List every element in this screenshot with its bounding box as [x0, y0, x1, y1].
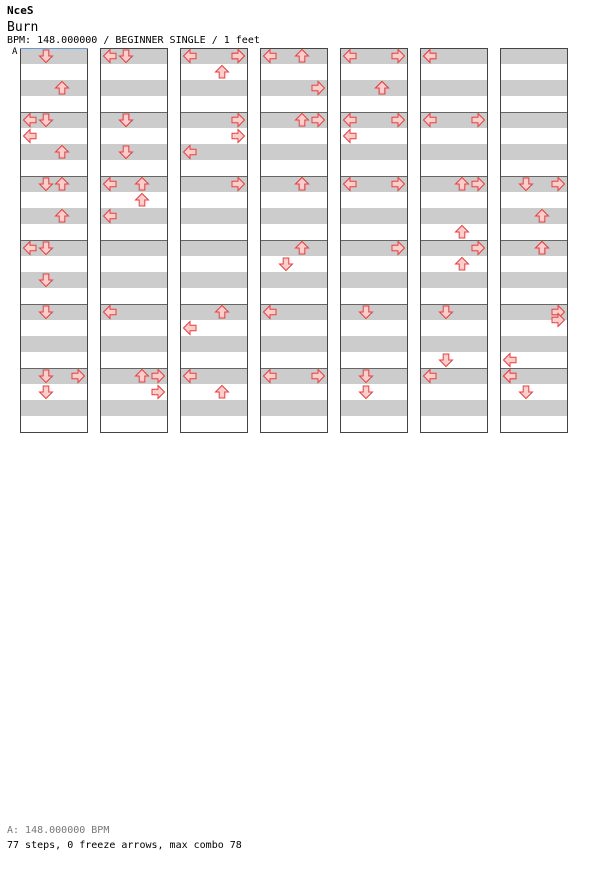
beat-stripe — [100, 112, 168, 128]
page-title: NceS — [7, 4, 34, 17]
beat-stripe — [100, 336, 168, 352]
beat-stripe — [420, 400, 488, 416]
beat-stripe — [260, 272, 328, 288]
beat-stripe — [420, 80, 488, 96]
step-arrow-left — [344, 130, 357, 143]
chart-info: BPM: 148.000000 / BEGINNER SINGLE / 1 feet — [7, 35, 260, 46]
beat-stripe — [180, 336, 248, 352]
beat-stripe — [20, 272, 88, 288]
beat-stripe — [100, 80, 168, 96]
beat-stripe — [340, 304, 408, 320]
song-title: Burn — [7, 20, 39, 35]
chart-column — [340, 48, 408, 433]
beat-stripe — [180, 240, 248, 256]
beat-stripe — [420, 208, 488, 224]
beat-stripe — [340, 80, 408, 96]
beat-stripe — [260, 144, 328, 160]
beat-stripe — [500, 240, 568, 256]
step-arrow-up — [136, 194, 149, 207]
step-arrow-up — [216, 386, 229, 399]
beat-stripe — [180, 272, 248, 288]
beat-stripe — [420, 304, 488, 320]
beat-stripe — [20, 304, 88, 320]
beat-stripe — [420, 144, 488, 160]
beat-stripe — [20, 80, 88, 96]
bpm-legend: A: 148.000000 BPM — [7, 825, 110, 836]
step-arrow-left — [504, 354, 517, 367]
beat-stripe — [260, 176, 328, 192]
beat-stripe — [420, 336, 488, 352]
beat-stripe — [420, 272, 488, 288]
beat-stripe — [500, 272, 568, 288]
beat-stripe — [260, 208, 328, 224]
step-arrow-up — [216, 66, 229, 79]
step-arrow-down — [520, 386, 533, 399]
beat-stripe — [500, 400, 568, 416]
beat-stripe — [20, 336, 88, 352]
step-arrow-down — [280, 258, 293, 271]
step-arrow-left — [24, 130, 37, 143]
beat-stripe — [340, 336, 408, 352]
beat-stripe — [180, 400, 248, 416]
beat-stripe — [20, 48, 88, 64]
beat-stripe — [180, 304, 248, 320]
beat-stripe — [340, 144, 408, 160]
beat-stripe — [20, 400, 88, 416]
bpm-marker: A — [12, 47, 18, 57]
beat-stripe — [500, 336, 568, 352]
beat-stripe — [100, 144, 168, 160]
beat-stripe — [260, 336, 328, 352]
step-arrow-right — [232, 130, 245, 143]
step-arrow-up — [456, 226, 469, 239]
beat-stripe — [100, 240, 168, 256]
beat-stripe — [340, 368, 408, 384]
beat-stripe — [180, 80, 248, 96]
beat-stripe — [260, 400, 328, 416]
beat-stripe — [180, 208, 248, 224]
beat-stripe — [20, 144, 88, 160]
step-arrow-up — [456, 258, 469, 271]
step-arrow-down — [40, 386, 53, 399]
step-arrow-right — [152, 386, 165, 399]
beat-stripe — [500, 80, 568, 96]
beat-stripe — [500, 112, 568, 128]
step-arrow-down — [360, 386, 373, 399]
beat-stripe — [20, 208, 88, 224]
step-arrow-left — [184, 322, 197, 335]
beat-stripe — [260, 240, 328, 256]
beat-stripe — [100, 400, 168, 416]
beat-stripe — [340, 400, 408, 416]
beat-stripe — [100, 272, 168, 288]
beat-stripe — [340, 272, 408, 288]
beat-stripe — [20, 176, 88, 192]
beat-stripe — [500, 48, 568, 64]
beat-stripe — [500, 144, 568, 160]
step-arrow-down — [440, 354, 453, 367]
beat-stripe — [340, 208, 408, 224]
chart-stats: 77 steps, 0 freeze arrows, max combo 78 — [7, 840, 242, 851]
beat-stripe — [500, 208, 568, 224]
